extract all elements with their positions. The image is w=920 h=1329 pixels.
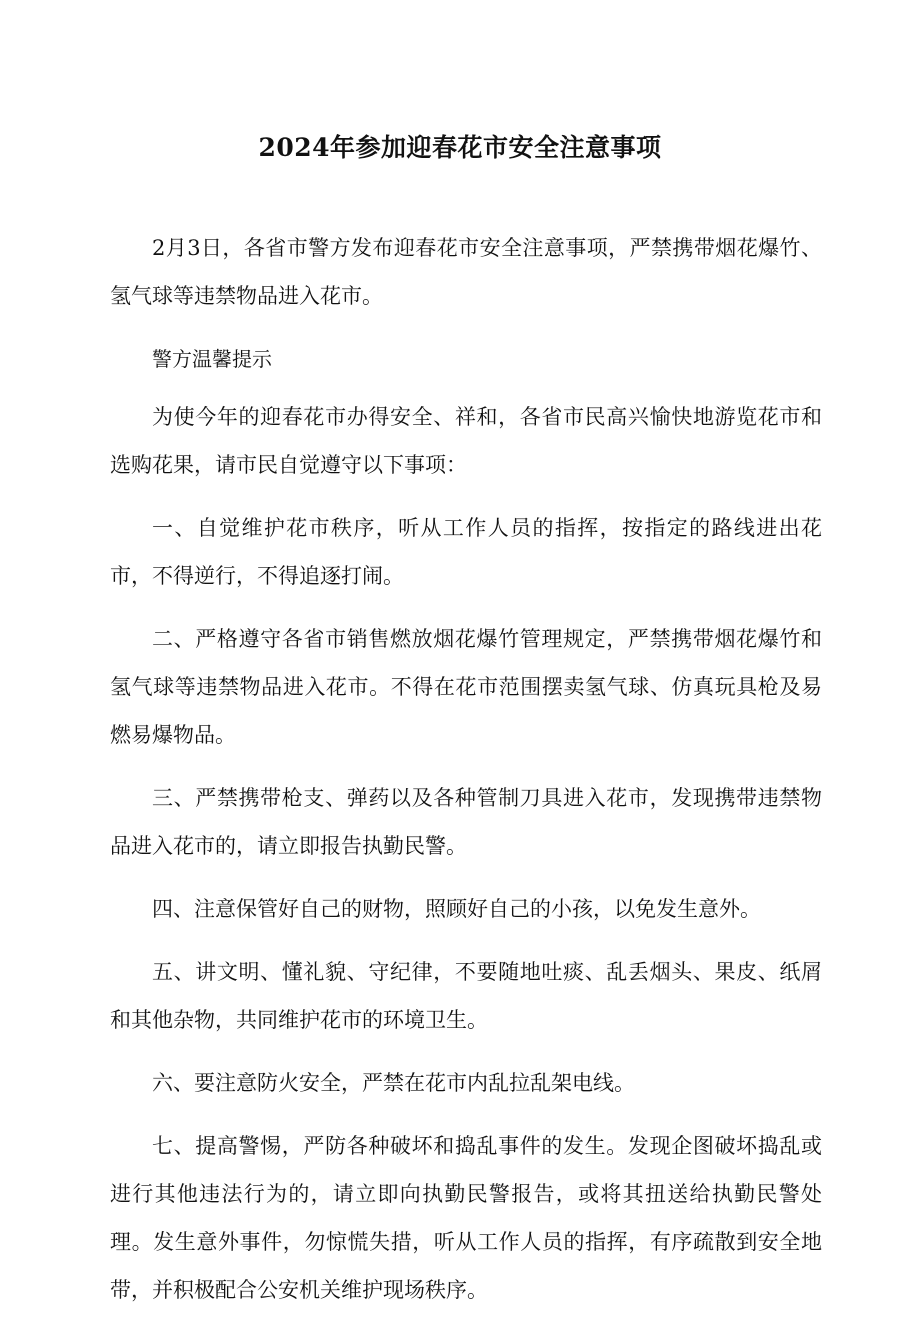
document-title: 2024年参加迎春花市安全注意事项: [258, 133, 662, 162]
list-item: 四、注意保管好自己的财物，照顾好自己的小孩，以免发生意外。: [152, 897, 761, 921]
list-item: 二、严格遵守各省市销售燃放烟花爆竹管理规定，严禁携带烟花爆竹和氢气球等违禁物品进入花市。不得在花市范围摆卖氢气球、仿真玩具枪及易燃易爆物品。: [110, 627, 822, 747]
list-item: 三、严禁携带枪支、弹药以及各种管制刀具进入花市，发现携带违禁物品进入花市的，请立即报告执勤民警。: [110, 786, 822, 858]
list-item: 六、要注意防火安全，严禁在花市内乱拉乱架电线。: [152, 1071, 635, 1095]
lead-paragraph: 为使今年的迎春花市办得安全、祥和，各省市民高兴愉快地游览花市和选购花果，请市民自觉遵守以下事项：: [110, 405, 822, 477]
document-body: [110, 224, 822, 1329]
list-item: 一、自觉维护花市秩序，听从工作人员的指挥，按指定的路线进出花市，不得逆行，不得追逐打闹。: [110, 516, 822, 588]
intro-paragraph: 2月3日，各省市警方发布迎春花市安全注意事项，严禁携带烟花爆竹、氢气球等违禁物品进入花市。: [110, 236, 822, 308]
list-item: 七、提高警惕，严防各种破坏和捣乱事件的发生。发现企图破坏捣乱或进行其他违法行为的，请立即向执勤民警报告，或将其扭送给执勤民警处理。发生意外事件，勿惊慌失措，听从工作人员的指挥，有序疏散到安全地带，并积极配合公安机关维护现场秩序。: [110, 1134, 822, 1302]
section-heading: 警方温馨提示: [152, 347, 272, 371]
list-item: 五、讲文明、懂礼貌、守纪律，不要随地吐痰、乱丢烟头、果皮、纸屑和其他杂物，共同维护花市的环境卫生。: [110, 960, 822, 1032]
